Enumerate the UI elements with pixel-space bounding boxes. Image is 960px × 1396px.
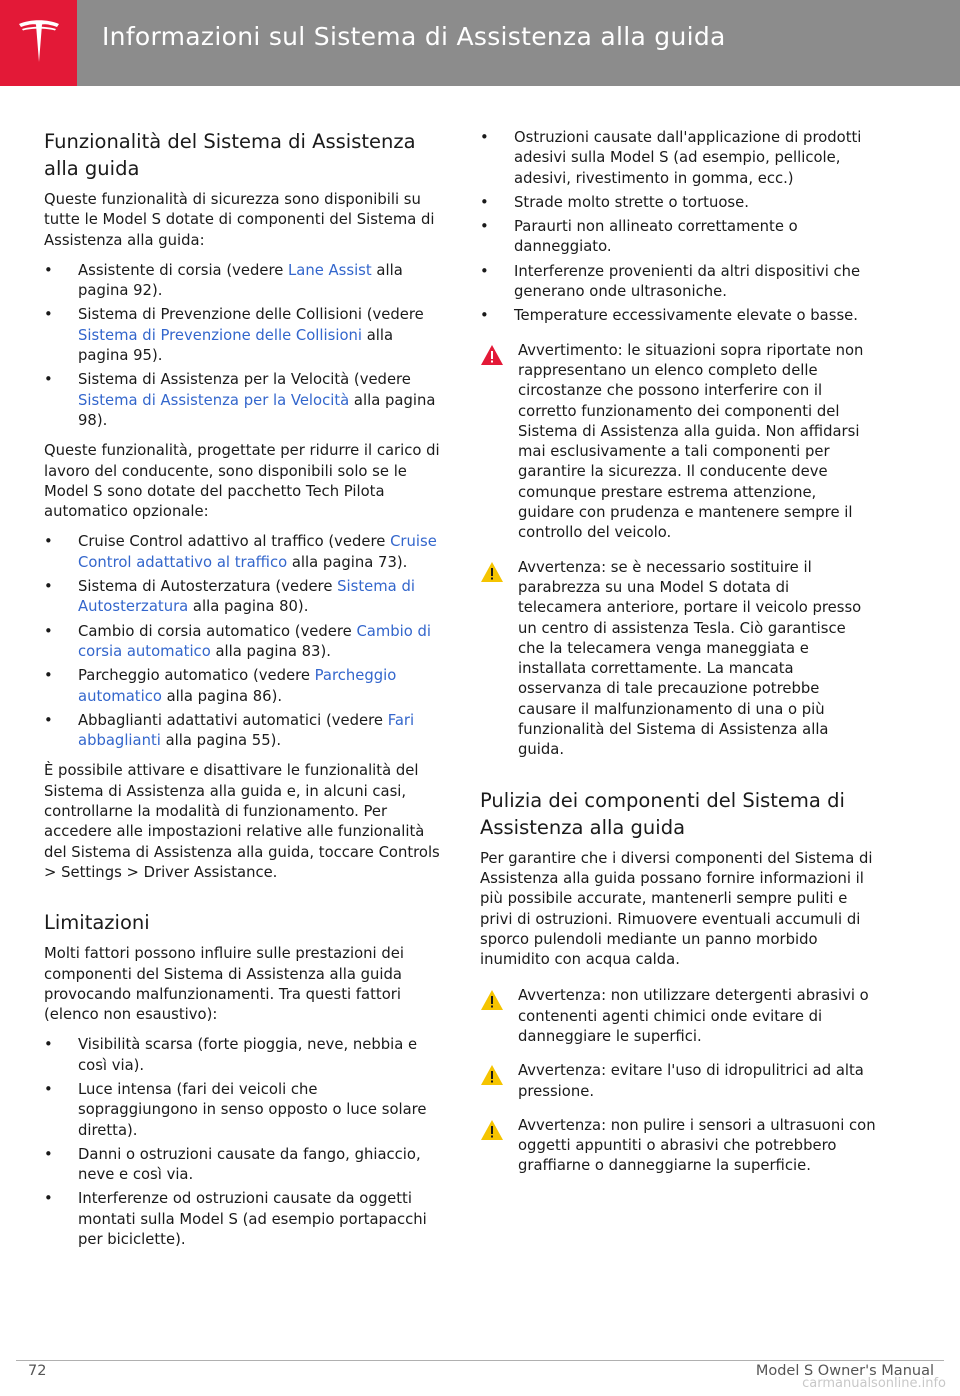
list-item: • Strade molto strette o tortuose. <box>480 193 876 213</box>
features-para3: È possibile attivare e disattivare le funzionalità del Sistema di Assistenza alla guida e, in alcuni casi, controllarne la modalità di funzionamento. Per accedere alle impostazioni relative alle funzionalità del Sistema di Assistenza alla guida, toccare Controls > Settings > Driver Assistance. <box>44 762 440 881</box>
page-title: Informazioni sul Sistema di Assistenza alla guida <box>102 22 726 51</box>
page-header <box>0 0 960 86</box>
link-collision-avoidance[interactable]: Sistema di Prevenzione delle Collisioni <box>78 326 362 344</box>
bullet-icon: • <box>44 1190 53 1208</box>
list-item: • Parcheggio automatico (vedere Parcheggio automatico alla pagina 86). <box>44 667 397 705</box>
list-item: • Cruise Control adattivo al traffico (vedere Cruise Control adattativo al traffico alla pagina 73). <box>44 533 437 571</box>
list-item: • Sistema di Prevenzione delle Collisioni (vedere Sistema di Prevenzione delle Collisioni alla pagina 95). <box>44 306 424 365</box>
link-high-beams[interactable]: Fari abbaglianti <box>78 711 415 750</box>
footer-divider <box>16 1360 944 1361</box>
bullet-icon: • <box>44 578 53 596</box>
caution-text: Avvertenza: non utilizzare detergenti abrasivi o contenenti agenti chimici onde evitare di danneggiare le superfici. <box>518 987 869 1045</box>
caution-icon <box>480 1064 504 1086</box>
bullet-icon: • <box>44 1080 53 1098</box>
caution-note <box>480 1061 876 1102</box>
section-heading-limitations: Limitazioni <box>44 911 150 935</box>
watermark: carmanualsonline.info <box>802 1376 946 1391</box>
list-item: • Cambio di corsia automatico (vedere Cambio di corsia automatico alla pagina 83). <box>44 622 432 660</box>
caution-note <box>480 986 876 1047</box>
link-cruise-control[interactable]: Cruise Control adattativo al traffico <box>78 533 437 571</box>
caution-icon <box>480 1119 504 1141</box>
features-intro: Queste funzionalità di sicurezza sono disponibili su tutte le Model S dotate di componenti del Sistema di Assistenza alla guida: <box>44 191 435 249</box>
link-autosteer[interactable]: Sistema di Autosterzatura <box>78 578 415 616</box>
page-number: 72 <box>28 1363 47 1379</box>
list-item: • Luce intensa (fari dei veicoli che sopraggiungono in senso opposto o luce solare diretta). <box>44 1080 427 1139</box>
link-speed-assist[interactable]: Sistema di Assistenza per la Velocità <box>78 391 350 409</box>
caution-text: Avvertenza: evitare l'uso di idropulitrici ad alta pressione. <box>518 1062 864 1100</box>
warning-note <box>480 341 876 544</box>
caution-note <box>480 1116 876 1177</box>
caution-text: Avvertenza: non pulire i sensori a ultrasuoni con oggetti appuntiti o abrasivi che potrebbero graffiarne o danneggiarne la superficie. <box>518 1116 876 1175</box>
bullet-icon: • <box>480 193 489 211</box>
left-column <box>44 128 440 1260</box>
list-item: • Ostruzioni causate dall'applicazione di prodotti adesivi sulla Model S (ad esempio, pellicole, adesivi, rivestimento in gomma, ecc.) <box>480 129 862 187</box>
section-heading-features: Funzionalità del Sistema di Assistenza alla guida <box>44 130 416 180</box>
bullet-icon: • <box>480 262 489 280</box>
caution-icon <box>480 561 504 583</box>
limitations-list <box>44 1035 440 1250</box>
cleaning-intro: Per garantire che i diversi componenti del Sistema di Assistenza alla guida possano fornire informazioni il più possibile accurate, mantenerli sempre puliti e privi di ostruzioni. Rimuovere eventuali accumuli di sporco pulendoli mediante un panno morbido inumidito con acqua calda. <box>480 849 873 969</box>
limitations-list-continued <box>480 128 876 327</box>
bullet-icon: • <box>480 129 489 146</box>
bullet-icon: • <box>480 307 489 325</box>
bullet-icon: • <box>44 1145 53 1163</box>
bullet-icon: • <box>44 533 53 551</box>
list-item: • Temperature eccessivamente elevate o basse. <box>480 306 876 326</box>
list-item: • Abbaglianti adattativi automatici (vedere Fari abbaglianti alla pagina 55). <box>44 711 415 750</box>
tesla-logo-icon <box>16 18 62 68</box>
link-auto-lane-change[interactable]: Cambio di corsia automatico <box>78 622 432 660</box>
bullet-icon: • <box>480 218 489 236</box>
list-item: • Interferenze provenienti da altri dispositivi che generano onde ultrasoniche. <box>480 262 861 301</box>
bullet-icon: • <box>44 261 53 279</box>
brand-logo-box <box>0 0 77 86</box>
bullet-icon: • <box>44 622 53 640</box>
standard-features-list <box>44 261 440 431</box>
section-heading-cleaning: Pulizia dei componenti del Sistema di Assistenza alla guida <box>480 788 845 839</box>
warning-text: Avvertimento: le situazioni sopra riportate non rappresentano un elenco completo delle circostanze che possono interferire con il corretto funzionamento dei componenti del Sistema di Assistenza alla guida. Non affidarsi mai esclusivamente a tali componenti per garantire la sicurezza. Il conducente deve comunque prestare estrema attenzione, guidare con prudenza e mantenere sempre il controllo del veicolo. <box>518 341 864 542</box>
caution-text: Avvertenza: se è necessario sostituire il parabrezza su una Model S dotata di telecamera anteriore, portare il veicolo presso un centro di assistenza Tesla. Ciò garantisce che la telecamera venga maneggiata e installata correttamente. La mancata osservanza di tale precauzione potrebbe causare il malfunzionamento di una o più funzionalità del Sistema di Assistenza alla guida. <box>518 558 862 759</box>
bullet-icon: • <box>44 1036 53 1054</box>
list-item: • Sistema di Assistenza per la Velocità (vedere Sistema di Assistenza per la Velocità alla pagina 98). <box>44 371 436 429</box>
list-item: • Paraurti non allineato correttamente o danneggiato. <box>480 218 798 256</box>
list-item: • Sistema di Autosterzatura (vedere Sistema di Autosterzatura alla pagina 80). <box>44 578 415 616</box>
link-lane-assist[interactable]: Lane Assist <box>288 261 372 279</box>
caution-note <box>480 558 876 761</box>
caution-icon <box>480 989 504 1011</box>
manual-name: Model S Owner's Manual <box>755 1363 934 1379</box>
bullet-icon: • <box>44 711 53 729</box>
list-item: • Danni o ostruzioni causate da fango, ghiaccio, neve e così via. <box>44 1145 421 1184</box>
list-item: • Interferenze od ostruzioni causate da oggetti montati sulla Model S (ad esempio portapacchi per biciclette). <box>44 1190 427 1249</box>
bullet-icon: • <box>44 667 53 685</box>
link-autopark[interactable]: Parcheggio automatico <box>78 667 397 705</box>
list-item: • Assistente di corsia (vedere Lane Assist alla pagina 92). <box>44 261 403 300</box>
bullet-icon: • <box>44 306 53 324</box>
warning-icon <box>480 344 504 366</box>
right-column <box>480 128 876 1191</box>
autopilot-features-list <box>44 532 440 751</box>
limitations-intro: Molti fattori possono influire sulle prestazioni dei componenti del Sistema di Assistenza alla guida provocando malfunzionamenti. Tra questi fattori (elenco non esaustivo): <box>44 945 404 1024</box>
features-para2: Queste funzionalità, progettate per ridurre il carico di lavoro del conducente, sono disponibili solo se le Model S sono dotate del pacchetto Tech Pilota automatico opzionale: <box>44 442 440 521</box>
bullet-icon: • <box>44 371 53 389</box>
list-item: • Visibilità scarsa (forte pioggia, neve, nebbia e così via). <box>44 1036 418 1074</box>
